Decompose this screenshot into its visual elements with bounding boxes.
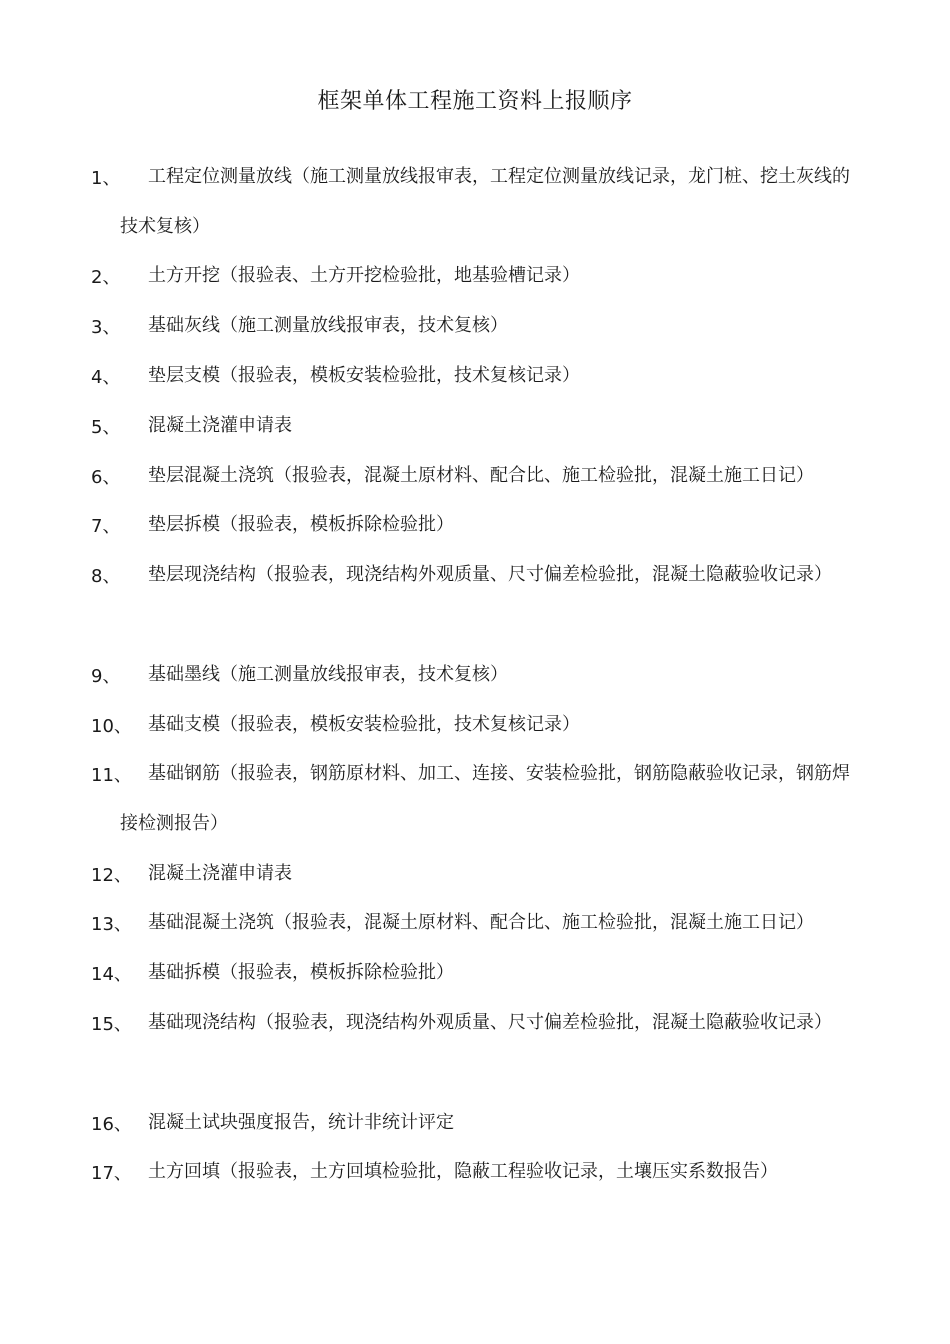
item-number: 10、 bbox=[91, 716, 132, 737]
item-number: 16、 bbox=[91, 1114, 132, 1135]
item-number: 3、 bbox=[91, 317, 121, 338]
item-text: 基础支模（报验表，模板安装检验批，技术复核记录） bbox=[148, 714, 580, 735]
item-number: 8、 bbox=[91, 566, 121, 587]
item-number: 12、 bbox=[91, 865, 132, 886]
item-number: 7、 bbox=[91, 516, 121, 537]
item-number: 15、 bbox=[91, 1014, 132, 1035]
item-number: 2、 bbox=[91, 267, 121, 288]
item-text: 垫层支模（报验表，模板安装检验批，技术复核记录） bbox=[148, 365, 580, 386]
item-text: 垫层拆模（报验表，模板拆除检验批） bbox=[148, 514, 454, 535]
item-text: 基础钢筋（报验表，钢筋原材料、加工、连接、安装检验批，钢筋隐蔽验收记录，钢筋焊接检测报告） bbox=[120, 763, 850, 834]
item-number: 1、 bbox=[91, 168, 121, 189]
item-number: 6、 bbox=[91, 467, 121, 488]
item-text: 土方开挖（报验表、土方开挖检验批，地基验槽记录） bbox=[148, 265, 580, 286]
item-number: 9、 bbox=[91, 666, 121, 687]
item-number: 14、 bbox=[91, 964, 132, 985]
item-text: 工程定位测量放线（施工测量放线报审表，工程定位测量放线记录，龙门桩、挖土灰线的技术复核） bbox=[120, 166, 850, 237]
item-number: 4、 bbox=[91, 367, 121, 388]
document-title: 框架单体工程施工资料上报顺序 bbox=[317, 89, 633, 114]
item-number: 17、 bbox=[91, 1163, 132, 1184]
item-text: 基础灰线（施工测量放线报审表，技术复核） bbox=[148, 315, 508, 336]
item-text: 基础拆模（报验表，模板拆除检验批） bbox=[148, 962, 454, 983]
item-number: 13、 bbox=[91, 914, 132, 935]
item-text: 基础墨线（施工测量放线报审表，技术复核） bbox=[148, 664, 508, 685]
item-text: 混凝土试块强度报告，统计非统计评定 bbox=[148, 1112, 454, 1133]
item-text: 基础现浇结构（报验表，现浇结构外观质量、尺寸偏差检验批，混凝土隐蔽验收记录） bbox=[148, 1012, 832, 1033]
item-number: 11、 bbox=[91, 765, 132, 786]
item-text: 混凝土浇灌申请表 bbox=[148, 863, 292, 884]
item-text: 垫层混凝土浇筑（报验表，混凝土原材料、配合比、施工检验批，混凝土施工日记） bbox=[148, 465, 814, 486]
item-text: 垫层现浇结构（报验表，现浇结构外观质量、尺寸偏差检验批，混凝土隐蔽验收记录） bbox=[148, 564, 832, 585]
item-text: 土方回填（报验表，土方回填检验批，隐蔽工程验收记录，土壤压实系数报告） bbox=[148, 1161, 778, 1182]
item-text: 混凝土浇灌申请表 bbox=[148, 415, 292, 436]
item-number: 5、 bbox=[91, 417, 121, 438]
item-text: 基础混凝土浇筑（报验表，混凝土原材料、配合比、施工检验批，混凝土施工日记） bbox=[148, 912, 814, 933]
